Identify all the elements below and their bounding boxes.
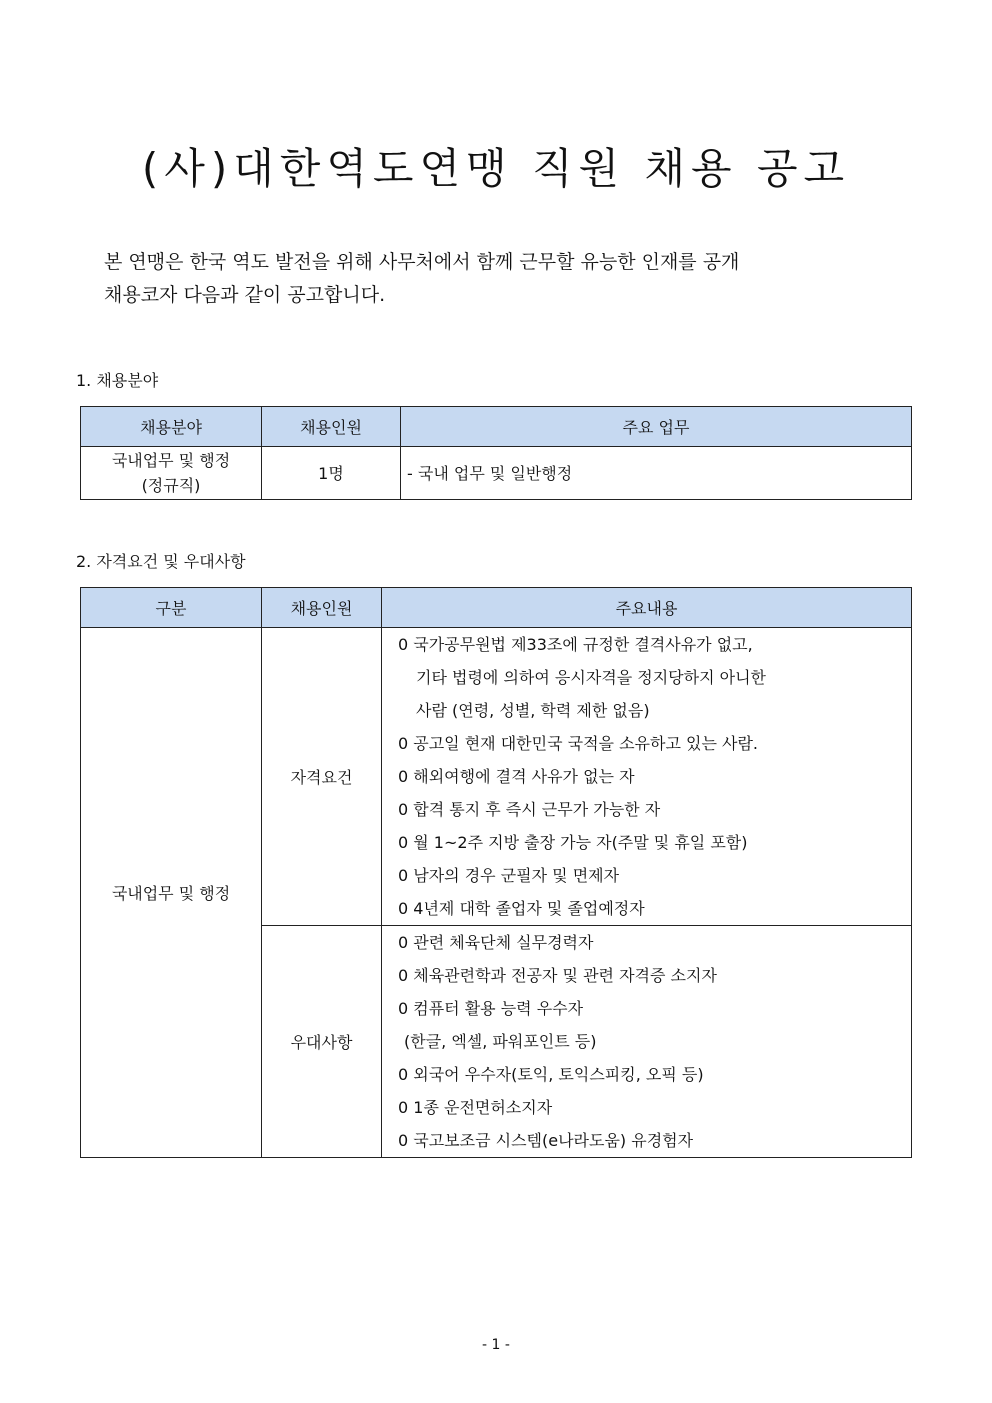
column-header: 주요 업무: [401, 407, 912, 447]
employment-type: (정규직): [141, 476, 201, 495]
recruitment-field-table: [80, 406, 912, 500]
list-item: 사람 (연령, 성별, 학력 제한 없음): [416, 701, 650, 720]
list-item: 기타 법령에 의하여 응시자격을 정지당하지 아니한: [416, 668, 767, 687]
group-label-qualifications: 자격요건: [262, 628, 382, 926]
list-item: 0 체육관련학과 전공자 및 관련 자격증 소지자: [398, 966, 717, 985]
column-header: 채용인원: [262, 407, 401, 447]
qualification-items: [382, 628, 912, 926]
headcount-cell: 1명: [262, 447, 401, 500]
list-item: 0 남자의 경우 군필자 및 면제자: [398, 866, 620, 885]
intro-paragraph: [104, 246, 864, 312]
list-item: 0 국가공무원법 제33조에 규정한 결격사유가 없고,: [398, 635, 753, 654]
table-header-row: [81, 588, 912, 628]
category-cell: 국내업무 및 행정: [81, 628, 262, 1158]
list-item: 0 1종 운전면허소지자: [398, 1098, 553, 1117]
list-item: 0 컴퓨터 활용 능력 우수자: [398, 999, 584, 1018]
list-item: 0 4년제 대학 졸업자 및 졸업예정자: [398, 899, 645, 918]
list-item: 0 월 1~2주 지방 출장 가능 자(주말 및 휴일 포함): [398, 833, 748, 852]
section-heading-qualifications: 2. 자격요건 및 우대사항: [76, 552, 246, 571]
table-header-row: [81, 407, 912, 447]
list-item: 0 외국어 우수자(토익, 토익스피킹, 오픽 등): [398, 1065, 704, 1084]
qualifications-table: [80, 587, 912, 1158]
preference-items: [382, 926, 912, 1158]
list-item: 0 국고보조금 시스템(e나라도움) 유경험자: [398, 1131, 694, 1150]
list-item: 0 합격 통지 후 즉시 근무가 가능한 자: [398, 800, 661, 819]
table-row: [81, 628, 912, 926]
intro-line: 채용코자 다음과 같이 공고합니다.: [104, 284, 386, 306]
list-item: 0 해외여행에 결격 사유가 없는 자: [398, 767, 635, 786]
page-number: - 1 -: [482, 1337, 510, 1353]
duty-cell: - 국내 업무 및 일반행정: [401, 447, 912, 500]
page-title: (사)대한역도연맹 직원 채용 공고: [141, 144, 851, 193]
list-item: 0 공고일 현재 대한민국 국적을 소유하고 있는 사람.: [398, 734, 758, 753]
column-header: 채용인원: [262, 588, 382, 628]
field-cell: [81, 447, 262, 500]
column-header: 주요내용: [382, 588, 912, 628]
section-heading-recruitment-field: 1. 채용분야: [76, 371, 159, 390]
field-name: 국내업무 및 행정: [111, 451, 231, 470]
intro-line: 본 연맹은 한국 역도 발전을 위해 사무처에서 함께 근무할 유능한 인재를 공개: [104, 251, 740, 273]
column-header: 구분: [81, 588, 262, 628]
list-item: 0 관련 체육단체 실무경력자: [398, 933, 594, 952]
list-item: (한글, 엑셀, 파워포인트 등): [404, 1032, 597, 1051]
table-row: [81, 447, 912, 500]
group-label-preferences: 우대사항: [262, 926, 382, 1158]
column-header: 채용분야: [81, 407, 262, 447]
